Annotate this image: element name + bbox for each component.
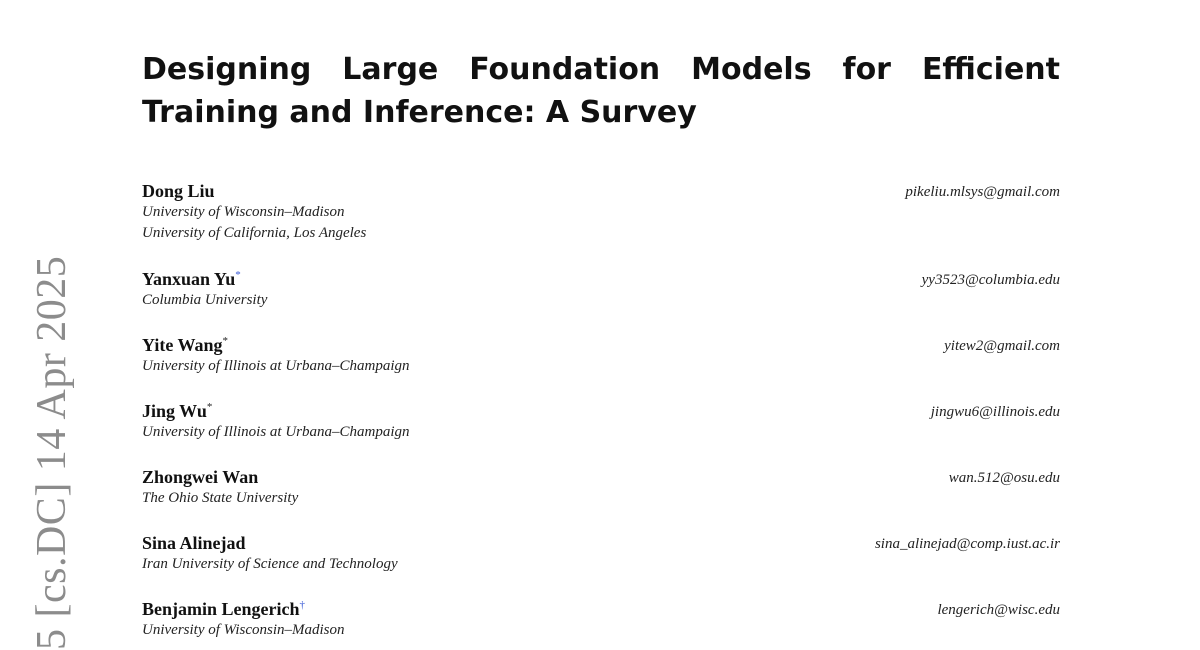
author-name: Benjamin Lengerich† [142,599,305,619]
author-block [142,180,1060,244]
author-affiliation: Iran University of Science and Technology [142,556,398,572]
author-name: Dong Liu [142,181,215,201]
author-email[interactable]: lengerich@wisc.edu [937,602,1060,618]
author-name: Jing Wu* [142,401,213,421]
arxiv-stamp-text: 5 [cs.DC] 14 Apr 2025 [29,255,75,650]
author-block [142,400,1060,443]
author-block [142,532,1060,575]
author-email[interactable]: yitew2@gmail.com [944,338,1060,354]
author-email[interactable]: pikeliu.mlsys@gmail.com [905,184,1060,200]
paper-title: Designing Large Foundation Models for Efficient Training and Inference: A Survey [142,52,1060,130]
author-name: Sina Alinejad [142,533,246,553]
author-affiliation: The Ohio State University [142,490,299,506]
author-affiliation: University of California, Los Angeles [142,225,367,241]
equal-contribution-mark[interactable]: * [235,269,241,281]
author-block [142,466,1060,509]
author-affiliation: University of Wisconsin–Madison [142,204,345,220]
author-block [142,334,1060,377]
author-email[interactable]: wan.512@osu.edu [948,470,1060,486]
author-affiliation: University of Illinois at Urbana–Champaign [142,424,410,440]
author-block [142,598,1060,641]
author-name: Zhongwei Wan [142,467,259,487]
equal-contribution-mark: * [222,335,229,347]
author-block [142,268,1060,311]
equal-contribution-mark: * [206,401,213,413]
author-email[interactable]: sina_alinejad@comp.iust.ac.ir [874,536,1060,552]
author-name: Yite Wang* [142,335,229,355]
author-name: Yanxuan Yu* [142,269,241,289]
author-email[interactable]: jingwu6@illinois.edu [930,404,1060,420]
corresponding-author-mark[interactable]: † [299,599,305,611]
author-affiliation: University of Wisconsin–Madison [142,622,345,638]
author-affiliation: Columbia University [142,292,268,308]
author-affiliation: University of Illinois at Urbana–Champaign [142,358,410,374]
author-email[interactable]: yy3523@columbia.edu [921,272,1060,288]
